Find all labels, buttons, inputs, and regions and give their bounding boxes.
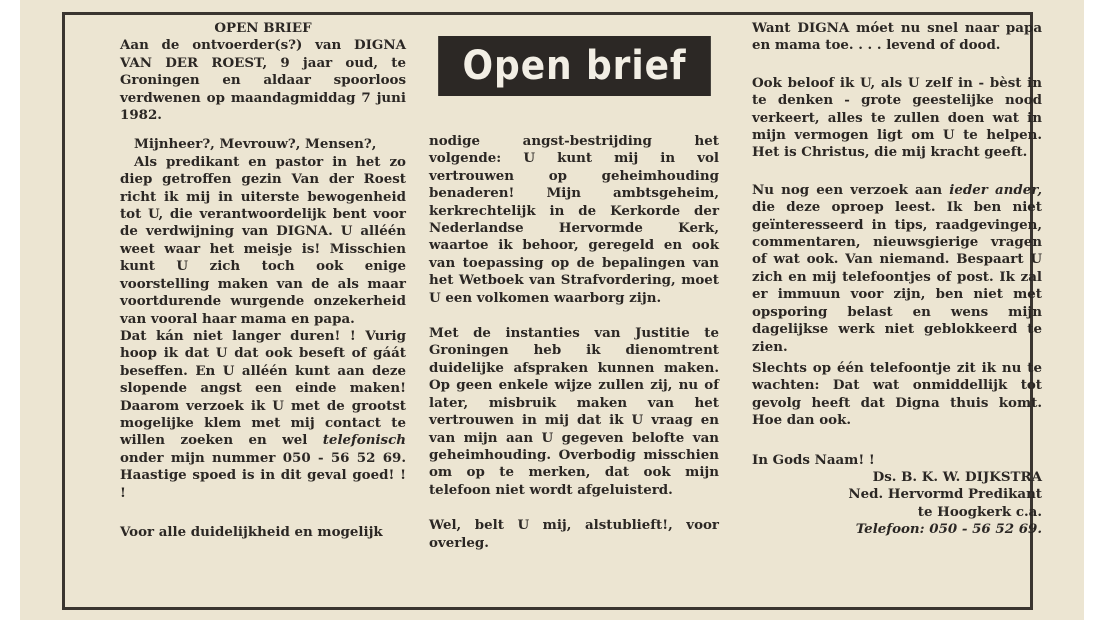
- paragraph: nodige angst-bestrijding het volgende: U kunt mij in vol vertrouwen op geheimhouding benaderen! Mijn ambtsgeheim, kerkrechtelijk in de Kerkorde der Nederlandse Hervormde Kerk, waartoe ik behoor, geregeld en ook van toepassing op de bepalingen van het Wetboek van Strafvordering, moet U een volkomen waarborg zijn.: [429, 133, 719, 306]
- paragraph: Slechts op één telefoontje zit ik nu te wachten: Dat wat onmiddellijk tot gevolg heeft dat Digna thuis komt. Hoe dan ook.: [752, 359, 1042, 429]
- paragraph: Ook beloof ik U, als U zelf in - bèst in te denken - grote geestelijke nood verkeert, alles te zullen doen wat in mijn vermogen ligt om U te helpen. Het is Christus, die mij kracht geeft.: [752, 74, 1042, 161]
- paragraph: Met de instanties van Justitie te Groningen heb ik dienomtrent duidelijke afspraken kunnen maken. Op geen enkele wijze zullen zij, nu of later, misbruik maken van het vertrouwen in mij dat ik U vraag en van mijn aan U gegeven belofte van geheimhouding. Overbodig misschien om op te merken, dat ook mijn telefoon niet wordt afgeluisterd.: [429, 325, 719, 498]
- signature-phone: Telefoon: 050 - 56 52 69.: [855, 521, 1042, 538]
- paragraph: Want DIGNA móet nu snel naar papa en mama toe. . . . levend of dood.: [752, 20, 1042, 54]
- paragraph: Nu nog een verzoek aan ieder ander, die deze oproep leest. Ik ben niet geïnteresseerd in tips, raadgevingen, commentaren, nieuwsgierige vragen of wat ook. Van niemand. Bespaart U zich en mij telefoontjes of post. Ik zal er immuun voor zijn, ben niet met opsporing belast en wens mijn dagelijkse werk niet geblokkeerd te zien.: [752, 181, 1042, 355]
- signature-place: te Hoogkerk c.a.: [917, 503, 1042, 520]
- signature-title: Ned. Hervormd Predikant: [848, 486, 1042, 503]
- closing-line: In Gods Naam! !: [752, 451, 875, 468]
- letter-salutation: Mijnheer?, Mevrouw?, Mensen?,: [134, 136, 377, 153]
- paragraph: Dat kán niet langer duren! ! Vurig hoop ik dat U dat ook beseft of gáát beseffen. En U alléén kunt aan deze slopende angst een einde maken! Daarom verzoek ik U met de grootst mogelijke klem met mij contact te willen zoeken en wel telefonisch onder mijn nummer 050 - 56 52 69. Haastige spoed is in dit geval goed! ! !: [120, 327, 406, 501]
- paragraph: Voor alle duidelijkheid en mogelijk: [120, 523, 383, 540]
- letter-address: Aan de ontvoerder(s?) van DIGNA VAN DER ROEST, 9 jaar oud, te Groningen en aldaar spoorloos verdwenen op maandagmiddag 7 juni 1982.: [120, 37, 406, 124]
- letter-title: OPEN BRIEF: [214, 20, 312, 36]
- column-left: [120, 20, 406, 541]
- column-middle: [429, 133, 719, 552]
- headline-banner: Open brief: [438, 36, 711, 96]
- paragraph: Als predikant en pastor in het zo diep getroffen gezin Van der Roest richt ik mij in uiterste bewogenheid tot U, die verantwoordelijk bent voor de verdwijning van DIGNA. U alléén weet waar het meisje is! Misschien kunt U zich toch ook enige voorstelling maken van de als maar voortdurende wurgende onzekerheid van vooral haar mama en papa.: [120, 153, 406, 327]
- paragraph: Wel, belt U mij, alstublieft!, voor overleg.: [429, 517, 719, 551]
- newspaper-clipping: [20, 0, 1084, 620]
- column-right: [752, 20, 1042, 539]
- signature-name: Ds. B. K. W. DIJKSTRA: [872, 468, 1042, 485]
